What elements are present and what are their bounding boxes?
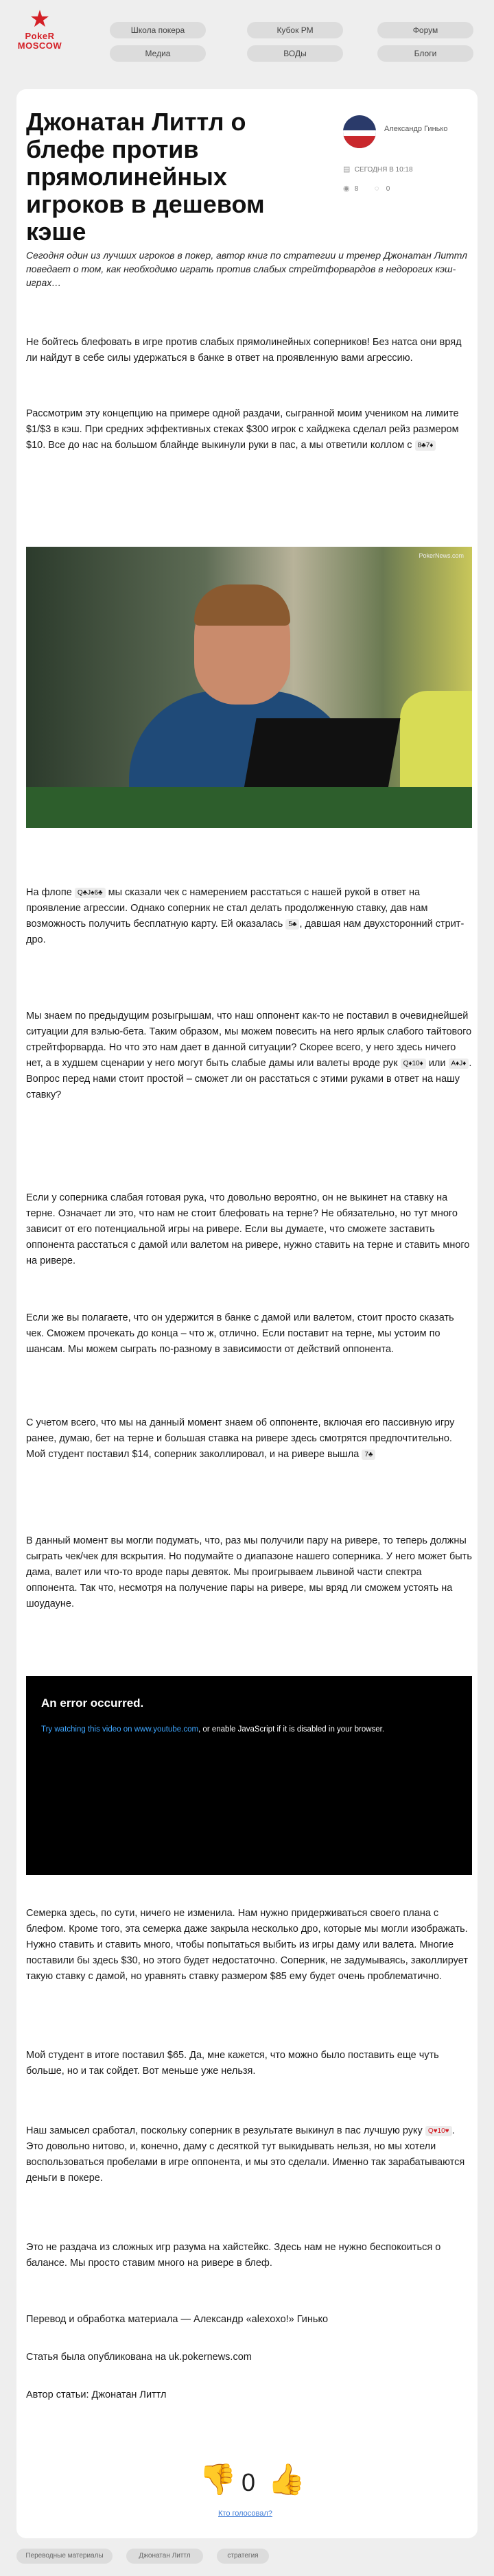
paragraph: Наш замысел сработал, поскольку соперник в результате выкинул в пас лучшую руку Q♥10♥ . Это довольно нитово, и, конечно, даму с десяткой тут выкидывать нельзя, но мы хотели воспользоваться пробелами в игре оппонента, и мы это сделали. Именно так зарабатываются деньги в покере. [26,2125,465,2184]
paragraph: На флопе Q♣J♠6♣ мы сказали чек с намерением расстаться с нашей рукой в ответ на проявление агрессии. Однако соперник не стал делать продолженную ставку, дав нам возможность получить бесплатную карту. Ей оказалась 5♣ , давшая нам двухсторонний стрит-дро. [26,887,464,945]
video-embed[interactable] [26,1676,472,1875]
paragraph: Семерка здесь, по сути, ничего не изменила. Нам нужно придерживаться своего плана с блефом. Кроме того, эта семерка даже закрыла несколько дро, которые мы могли изображать. Нужно ставить и ставить много, чтобы попытаться выбить из игры даму или валета. Многие поставили бы здесь $30, но этого будет недостаточно. Соперник, не задумываясь, заколлирует такую ставку с дамой, но уравнять ставку размером $85 ему будет очень проблематично. [26,1908,468,1982]
eye-icon: ◉ [343,185,350,193]
comment-icon[interactable]: ◌ [374,185,379,193]
paragraph: Рассмотрим эту концепцию на примере одной раздачи, сыгранной моим учеником на лимите $1/$3 в кэш. При средних эффективных стеках $300 игрок с хайджека сделал рейз размером $10. Все до нас на большом блайнде выкинули руки в пас, а мы ответили коллом с 8♣7♦ [26,408,459,451]
video-error: An error occurred. [41,1697,144,1710]
paragraph: Это не раздача из сложных игр разума на хайстейкс. Здесь нам не нужно беспокоиться о балансе. Мы просто ставим много на ривере в блеф. [26,2242,441,2269]
vote-count: 0 [242,2468,256,2496]
youtube-link[interactable]: Try watching this video on www.youtube.com [41,1725,199,1734]
vote-widget [199,2463,309,2504]
views-count: 8 [354,185,359,193]
article-photo [26,547,472,828]
paragraph: С учетом всего, что мы на данный момент знаем об оппоненте, включая его пассивную игру ранее, думаю, бет на терне и большая ставка на ривере здесь смотрятся предпочтительно. Мой студент поставил $14, соперник заколлировал, и на ривере вышла 7♣ [26,1417,455,1460]
thumb-down-icon[interactable]: 👎 [199,2463,237,2496]
card-chip: 8♣7♦ [415,440,436,451]
paragraph: Мы знаем по предыдущим розыгрышам, что наш оппонент как-то не поставил в очевиднейшей ситуации для вэлью-бета. Таким образом, мы можем повесить на него ярлык слабого тайтового стрейтфорварда. Но что это нам дает в данной ситуации? Скорее всего, у него здесь ничего нет, а в худшем сценарии у него могут быть слабые дамы или валеты вроде рук Q♦10♦ или A♦J♦ . Вопрос перед нами стоит простой – сможет ли он расстаться с этими руками в ответ на нашу ставку? [26,1011,472,1100]
photo-watermark: PokerNews.com [419,552,464,559]
avatar[interactable] [343,115,376,148]
who-voted-link[interactable]: Кто голосовал? [218,2509,272,2518]
tag[interactable]: Переводные материалы [16,2549,113,2564]
paragraph: Если же вы полагаете, что он удержится в банке с дамой или валетом, стоит просто сказать чек. Сможем прочекать до конца – что ж, отлично. Если поставит на терне, мы устоим по шансам. Мы можем сыграть по-разному в зависимости от действий оппонента. [26,1312,454,1355]
star-icon: ★ [29,6,51,32]
nav-poker-school[interactable]: Школа покера [110,22,206,38]
site-logo[interactable] [12,7,67,82]
site-header [0,0,494,89]
card-chip: Q♦10♦ [401,1059,426,1069]
author-name[interactable]: Александр Гинько [384,125,448,133]
nav-cup[interactable]: Кубок РМ [247,22,343,38]
nav-media[interactable]: Медиа [110,45,206,62]
translation-credit: Перевод и обработка материала — Александр «alexoxo!» Гинько [26,2314,329,2325]
card-chip: Q♥10♥ [425,2126,452,2136]
logo-line2: MOSCOW [17,40,62,51]
card-chip: 5♣ [285,919,299,930]
card-chip: Q♣J♠6♣ [75,888,106,898]
logo-line1: PokeR [25,31,55,41]
paragraph: В данный момент вы могли подумать, что, раз мы получили пару на ривере, то теперь должны сыграть чек/чек для вскрытия. Но подумайте о диапазоне нашего соперника. У него может быть дама, валет или что-то вроде пары девяток. Мы проигрываем львиной части спектра оппонента. Так что, несмотря на получение пары на ривере, мы вряд ли сможем устоять на шоудауне. [26,1535,472,1609]
paragraph: Не бойтесь блефовать в игре против слабых прямолинейных соперников! Без натса они вряд ли найдут в себе силы удержаться в банке в ответ на проявленную вами агрессию. [26,337,462,364]
card-chip: A♦J♦ [449,1059,469,1069]
stats-row [343,184,390,193]
tag[interactable]: Джонатан Литтл [126,2549,203,2564]
nav-vods[interactable]: ВОДы [247,45,343,62]
article-title: Джонатан Литтл о блефе против прямолинейных игроков в дешевом кэше [26,108,265,246]
author-credit: Автор статьи: Джонатан Литтл [26,2389,167,2400]
video-hint: Try watching this video on www.youtube.com, or enable JavaScript if it is disabled in your browser. [41,1725,385,1734]
article-lead: Сегодня один из лучших игроков в покер, автор книг по стратегии и тренер Джонатан Литтл поведает о том, как необходимо играть против слабых стрейтфорвардов в недорогих кэш-играх… [26,250,468,288]
comments-count: 0 [386,185,390,193]
publish-date: ▤ СЕГОДНЯ В 10:18 [343,165,413,174]
card-chip: 7♣ [362,1450,375,1460]
source-credit: Статья была опубликована на uk.pokernews.com [26,2352,252,2363]
thumb-up-icon[interactable]: 👍 [268,2463,305,2496]
paragraph: Мой студент в итоге поставил $65. Да, мне кажется, что можно было поставить еще чуть больше, но и так сойдет. Вот меньше уже нельзя. [26,2050,439,2077]
nav-blogs[interactable]: Блоги [377,45,473,62]
paragraph: Если у соперника слабая готовая рука, что довольно вероятно, он не выкинет на ставку на терне. Означает ли это, что нам не стоит блефовать на терне? Не обязательно, но тут много зависит от его потенциальной игры на ривере. Если вы думаете, что сможете заставить оппонента расстаться с дамой или валетом на ривере, нужно ставить на терне и ставить много на ривере. [26,1192,470,1266]
calendar-icon: ▤ [343,165,351,174]
nav-forum[interactable]: Форум [377,22,473,38]
tag[interactable]: стратегия [217,2549,269,2564]
